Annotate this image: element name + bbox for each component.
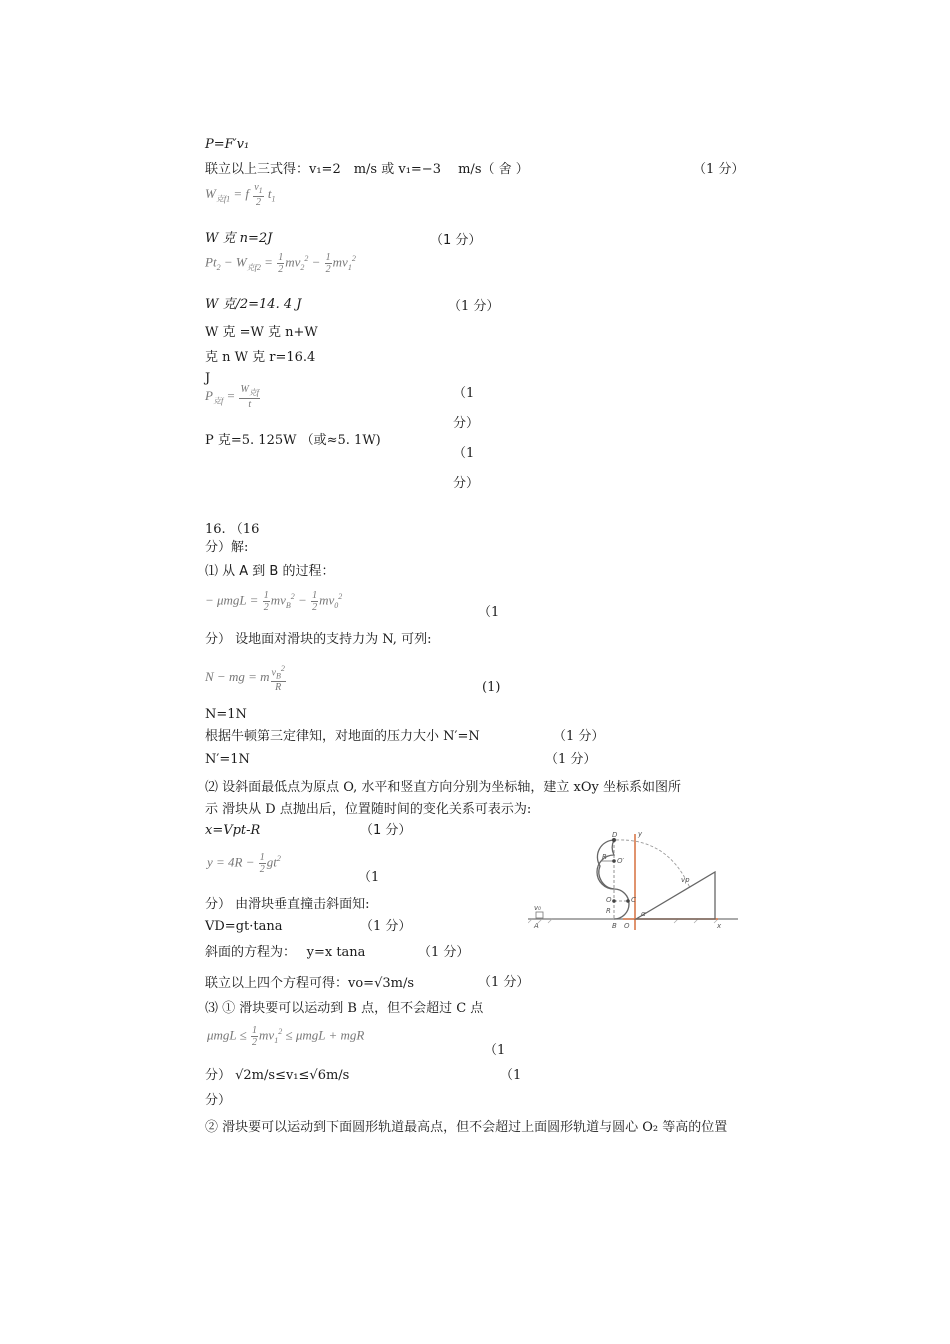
score-label: （1 分） bbox=[478, 975, 530, 990]
work-energy-equation: − μmgL = $\frac{1}{2}$ $mv_B^2$ − $\frac{1}{2}$ $mv_0^2$ bbox=[205, 590, 343, 613]
power-result: P 克=5. 125W （或≈5. 1W) bbox=[205, 433, 381, 448]
diagram-label: O bbox=[624, 922, 630, 930]
diagram-label: B bbox=[612, 922, 617, 930]
work-kf2-result: W 克/2=14. 4 J bbox=[205, 297, 302, 312]
slope-equation-text: 斜面的方程为： y=x tana bbox=[205, 945, 366, 960]
lower-circle-track bbox=[614, 889, 629, 919]
diagram-label: R bbox=[606, 907, 611, 915]
score-label: 分） bbox=[453, 416, 480, 431]
score-label: （1 分） bbox=[448, 299, 500, 314]
diagram-label: y bbox=[638, 830, 643, 838]
point-o-prime bbox=[612, 859, 616, 863]
x-position-equation: x=Vpt-R bbox=[205, 823, 261, 838]
score-label: （1 bbox=[453, 386, 475, 401]
diagram-labels bbox=[533, 830, 722, 930]
score-label: （1 分） bbox=[545, 752, 597, 767]
vertical-impact-text: 分） 由滑块垂直撞击斜面知: bbox=[205, 897, 370, 912]
normal-force-result: N=1N bbox=[205, 707, 247, 722]
newton-second-law-equation: N − mg = m $\frac{v_B^2}{R}$ bbox=[205, 664, 285, 694]
score-label: （1 分） bbox=[360, 823, 412, 838]
score-label: (1) bbox=[482, 680, 501, 695]
diagram-label: D bbox=[612, 831, 618, 839]
score-label: （1 bbox=[453, 446, 475, 461]
score-label: （1 分） bbox=[430, 233, 482, 248]
work-friction-1-formula: $W_{克f1} = f$ $\frac{v_1}{2}$ $t_1$ bbox=[205, 182, 276, 208]
incline bbox=[636, 872, 715, 919]
work-total-line3: J bbox=[205, 371, 211, 386]
score-label: （1 分） bbox=[418, 945, 470, 960]
subpart-2-line1: ⑵ 设斜面最低点为原点 O, 水平和竖直方向分别为坐标轴，建立 xOy 坐标系如图所 bbox=[205, 780, 682, 795]
subpart-3-condition-2: ② 滑块要可以运动到下面圆形轨道最高点，但不会超过上面圆形轨道与圆心 O₂ 等高的位置 bbox=[205, 1120, 728, 1135]
initial-velocity-result: 联立以上四个方程可得：vo=√3m/s bbox=[205, 976, 414, 991]
subpart-1-title: ⑴ 从 A 到 B 的过程： bbox=[205, 564, 335, 579]
subpart-2-line2: 示 滑块从 D 点抛出后，位置随时间的变化关系可表示为: bbox=[205, 802, 532, 817]
power-friction-formula: $P_{克f}$ = $\frac{W_{克f}}{t}$ bbox=[205, 384, 260, 410]
score-label: 分） bbox=[205, 1093, 232, 1108]
score-label: （1 bbox=[500, 1068, 522, 1083]
diagram-label: vp bbox=[681, 876, 690, 884]
slider-block bbox=[536, 912, 543, 918]
energy-equation: $Pt_2 - W_{克f2}$ = $\frac{1}{2}$ $mv_2^2$ − $\frac{1}{2}$ $mv_1^2$ bbox=[205, 252, 356, 275]
score-label: （1 bbox=[358, 870, 380, 885]
diagram-label: A bbox=[534, 922, 539, 930]
point-c bbox=[626, 899, 630, 903]
diagram-label: O bbox=[606, 896, 612, 904]
score-label: （1 bbox=[478, 605, 500, 620]
diagram-label: C bbox=[631, 896, 636, 904]
point-o bbox=[612, 899, 616, 903]
score-label: （1 分） bbox=[553, 729, 605, 744]
score-label: （1 分） bbox=[360, 919, 412, 934]
diagram-label: α bbox=[641, 910, 646, 918]
subpart-3-condition-1: ⑶ ① 滑块要可以运动到 B 点，但不会超过 C 点 bbox=[205, 1001, 484, 1016]
work-total-line2: 克 n W 克 r=16.4 bbox=[205, 350, 316, 365]
score-label: （1 bbox=[484, 1043, 506, 1058]
power-equation: P=F′v₁ bbox=[205, 137, 250, 152]
velocity-solution-text: 联立以上三式得：v₁=2 m/s 或 v₁=−3 m/s（ 舍 ） bbox=[205, 162, 529, 177]
diagram-label: O′ bbox=[617, 857, 625, 865]
work-total-line1: W 克 =W 克 n+W bbox=[205, 325, 318, 340]
velocity-inequality: μmgL ≤ $\frac{1}{2}$ $mv_1^2 \le \mu mgL$ + mgR bbox=[207, 1025, 365, 1048]
score-label: （1 分） bbox=[693, 162, 745, 177]
diagram-label: v₀ bbox=[534, 904, 541, 912]
question-header: 分）解: bbox=[205, 540, 249, 555]
track-coordinate-diagram bbox=[528, 826, 743, 934]
newton-third-law-text: 根据牛顿第三定律知，对地面的压力大小 N′=N bbox=[205, 729, 480, 744]
vd-equation: VD=gt·tana bbox=[205, 919, 283, 934]
pressure-result: N′=1N bbox=[205, 752, 250, 767]
score-label: 分） bbox=[453, 476, 480, 491]
velocity-range-result: 分） √2m/s≤v₁≤√6m/s bbox=[205, 1068, 350, 1083]
y-position-equation: y = 4R − $\frac{1}{2}$ $gt^2$ bbox=[207, 852, 281, 875]
question-number: 16. （16 bbox=[205, 522, 260, 537]
diagram-label: x bbox=[717, 922, 722, 930]
projectile-path bbox=[616, 840, 690, 888]
support-force-text: 分） 设地面对滑块的支持力为 N, 可列: bbox=[205, 632, 432, 647]
diagram-label: R bbox=[602, 853, 607, 861]
work-kn-result: W 克 n=2J bbox=[205, 231, 273, 246]
